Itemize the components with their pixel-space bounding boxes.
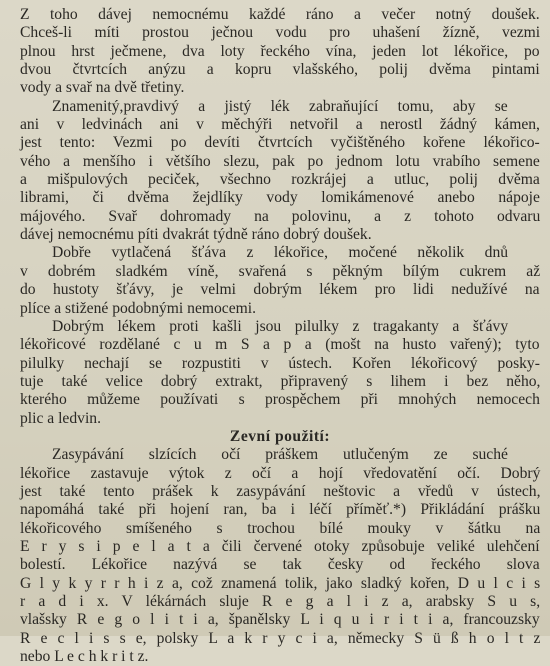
- text-line: jest tento: Vezmi po devíti čtvrtcích vyčištěného kořene lékořico-: [20, 134, 540, 152]
- text-line: dávej nemocnému píti dvakrát týdně ráno dobrý doušek.: [20, 226, 372, 244]
- text-line: R e c l i s s e, polsky L a k r y c i a, německy S ü ß h o l t z: [20, 629, 541, 647]
- text-line: kterého můžeme používati s prospěchem při mnohých nemocech: [20, 391, 540, 409]
- text-line: dvou čtvrtcích anýzu a kopru vlašského, polij dvěma pintami: [20, 61, 540, 79]
- text-line: vody a svař na dvě třetiny.: [20, 79, 185, 97]
- paragraph-kamen: [20, 98, 540, 245]
- text-line: do hustoty šťávy, je velmi dobrým lékem pro lidi nedužívé na: [20, 281, 540, 299]
- text-line: r a d i x. V lékárnách sluje R e g a l i z a, arabsky S u s,: [20, 593, 541, 610]
- text-line: G l y k y r r h i z a, což znamená tolik, jako sladký kořen, D u l c i s: [20, 574, 541, 592]
- text-line: librami, či dvěma žejdlíky vody lomikámenové anebo nápoje: [20, 189, 540, 207]
- text-line: plic a ledvin.: [20, 409, 101, 427]
- text-line: Dobře vytlačená šťáva z lékořice, močené několik dnů: [52, 244, 509, 262]
- text-line: napomáhá také při hojení ran, ba i léčí příměť.*) Přikládání prášku: [20, 501, 541, 519]
- paragraph-jecna-voda: [20, 24, 540, 97]
- text-line: jest také tento prášek k zasypávání neštovic a vředů v ústech,: [20, 482, 541, 500]
- text-line: vého a menšího i většího slezu, pak po jednom lotu vrabího semene: [20, 152, 540, 170]
- text-line: ani v ledvinách ani v měchýři netvořil a nerostl žádný kámen,: [20, 116, 540, 134]
- paragraph-stava: [20, 244, 540, 317]
- section-heading: Zevní použití:: [229, 427, 331, 445]
- text-line: plnou hrst ječmene, dva loty řeckého vína, jeden lot lékořice, po: [20, 42, 540, 60]
- text-line: Znamenitý,pravdivý a jistý lék zabraňující tomu, aby se: [52, 97, 508, 115]
- paragraph-kasel: [20, 318, 540, 428]
- text-line: Dobrým lékem proti kašli jsou pilulky z tragakanty a šťávy: [52, 317, 509, 335]
- text-line: pilulky nechají se rozpustiti v ústech. Kořen lékořicový posky-: [20, 354, 540, 372]
- text-line: vlašsky R e g o l i t i a, španělsky L i q u i r i t i a, francouzsky: [20, 611, 540, 629]
- text-line: plíce a stižené podobnými nemocemi.: [20, 299, 257, 317]
- text-line: nebo L e c h k r i t z.: [20, 648, 149, 666]
- text-line: a mišpulových peciček, všechno rozkrájej a utluc, polij dvěma: [20, 171, 540, 189]
- paragraph-zevni: [20, 446, 540, 666]
- text-line: bolestí. Lékořice nazývá se tak česky od řeckého slova: [20, 556, 540, 574]
- text-line: Zasypávání slzících očí práškem utlučeným ze suché: [52, 446, 508, 464]
- text-line: májového. Svař dohromady na polovinu, a z tohoto odvaru: [20, 207, 541, 225]
- text-line: tuje také velice dobrý extrakt, připravený s lihem i bez něho,: [20, 372, 541, 390]
- text-line: E r y s i p e l a t a čili červené otoky způsobuje veliké ulehčení: [20, 537, 540, 555]
- text-line: v dobrém sladkém víně, svařená s pěkným bílým cukrem až: [20, 262, 541, 280]
- text-line: lékořicové rozdělané c u m S a p a (mošt na husto vařený); tyto: [20, 336, 540, 354]
- text-line: Z toho dávej nemocnému každé ráno a večer notný doušek.: [20, 6, 540, 23]
- text-line: Chceš-li míti prostou ječnou vodu pro uhašení žízně, vezmi: [20, 24, 541, 42]
- text-line: lékořicového smíšeného s trochou bílé mouky v šátku na: [20, 519, 541, 537]
- paragraph-doušek: [20, 6, 540, 24]
- text-line: lékořice zastavuje výtok z očí a hojí vředovatění očí. Dobrý: [20, 464, 541, 482]
